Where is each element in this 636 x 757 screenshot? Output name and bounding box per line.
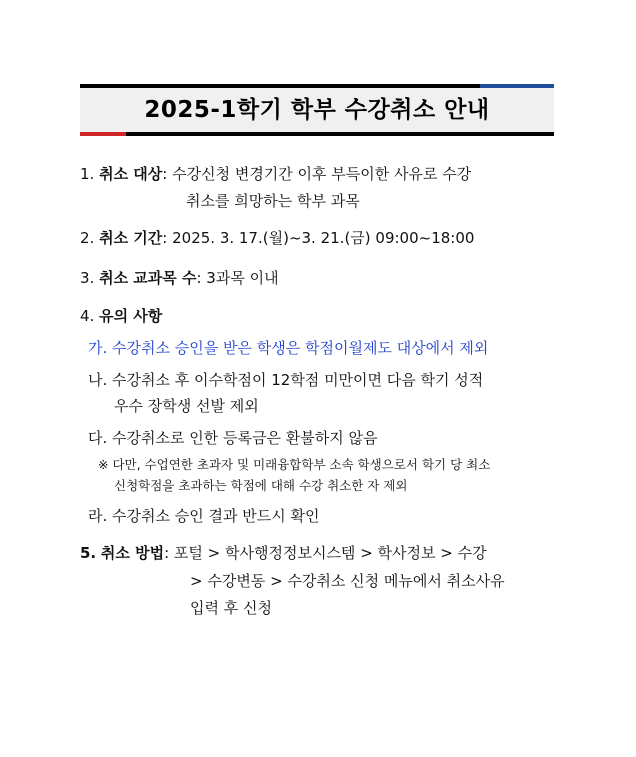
item-target-text: : 수강신청 변경기간 이후 부득이한 사유로 수강 [162, 165, 472, 183]
item-count-label: 취소 교과목 수 [99, 269, 197, 287]
note-da-exception-continuation: 신청학점을 초과하는 학점에 대해 수강 취소한 자 제외 [114, 478, 408, 493]
item-method-text: : 포털 > 학사행정정보시스템 > 학사정보 > 수강 [164, 544, 487, 562]
item-target [80, 164, 471, 184]
note-ra: 라. 수강취소 승인 결과 반드시 확인 [88, 507, 320, 525]
item-count [80, 268, 279, 288]
item-target-label: 취소 대상 [99, 165, 163, 183]
item-notes [80, 306, 162, 326]
note-na-continuation: 우수 장학생 선발 제외 [114, 397, 259, 415]
item-method-label: 취소 방법 [100, 544, 165, 562]
item-count-number: 3. [80, 269, 95, 287]
item-period-text: : 2025. 3. 17.(월)~3. 21.(금) 09:00~18:00 [162, 229, 475, 247]
item-target-continuation: 취소를 희망하는 학부 과목 [186, 192, 360, 210]
item-period [80, 228, 474, 248]
item-period-number: 2. [80, 229, 95, 247]
item-method [80, 543, 487, 563]
note-da-exception: ※ 다만, 수업연한 초과자 및 미래융합학부 소속 학생으로서 학기 당 최소 [98, 457, 491, 472]
item-method-continuation-2: 입력 후 신청 [190, 599, 272, 617]
item-notes-label: 유의 사항 [99, 307, 163, 325]
note-na: 나. 수강취소 후 이수학점이 12학점 미만이면 다음 학기 성적 [88, 371, 484, 389]
item-notes-number: 4. [80, 307, 95, 325]
page-title: 2025-1학기 학부 수강취소 안내 [144, 97, 490, 123]
item-period-label: 취소 기간 [99, 229, 163, 247]
title-bottom-bar-red [80, 132, 126, 136]
item-method-number: 5. [80, 544, 97, 562]
item-method-continuation-1: > 수강변동 > 수강취소 신청 메뉴에서 취소사유 [190, 572, 505, 590]
item-target-number: 1. [80, 165, 95, 183]
note-da: 다. 수강취소로 인한 등록금은 환불하지 않음 [88, 429, 378, 447]
item-count-text: : 3과목 이내 [196, 269, 279, 287]
note-ga: 가. 수강취소 승인을 받은 학생은 학점이월제도 대상에서 제외 [88, 339, 489, 357]
title-bottom-bar-dark [126, 132, 554, 136]
